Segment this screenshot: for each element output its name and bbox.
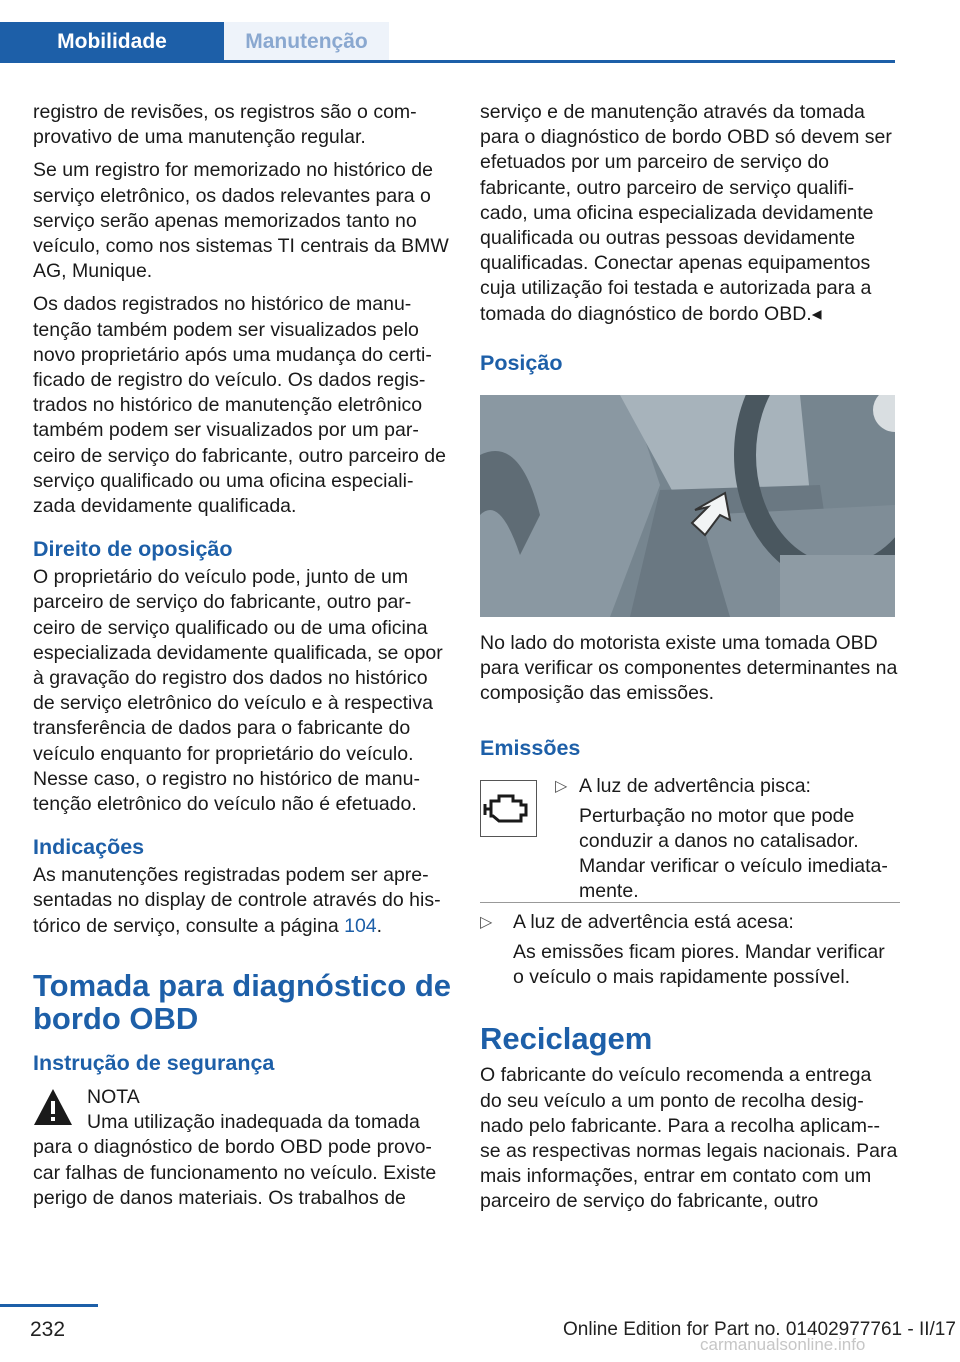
right-paragraph-2: No lado do motorista existe uma tomada OBD para verificar os componentes determinantes na composição das emissões. <box>480 631 898 705</box>
tab-mobilidade[interactable]: Mobilidade <box>0 22 224 60</box>
bullet-divider <box>480 902 900 903</box>
edition-text: Online Edition for Part no. 01402977761 - II/17 <box>563 1319 956 1340</box>
left-paragraph-4: O proprietário do veículo pode, junto de um parceiro de serviço do fabricante, outro par‐ceiro de serviço qualificado ou de uma oficina especializada devidamente qualificada, se opor à gravação do registro dos dados no histórico de serviço eletrônico do veículo e à respectiva transferência de dados para o fabricante do veículo enquanto for proprietário do veículo. Nesse caso, o registro no histórico de manu‐tenção eletrônico do veículo não é efetuado. <box>33 566 443 816</box>
left-paragraph-5 <box>33 863 453 939</box>
heading-instrucao-seguranca: Instrução de segurança <box>33 1050 275 1075</box>
bullet-2-title: A luz de advertência está acesa: <box>513 911 794 934</box>
bullet-list-1 <box>555 774 900 904</box>
safety-note <box>33 1085 453 1211</box>
obd-location-photo <box>480 395 895 617</box>
heading-posicao: Posição <box>480 350 563 375</box>
left-column <box>33 100 453 1211</box>
right-paragraph-3: O fabricante do veículo recomenda a entrega do seu veículo a um ponto de recolha desig‐nado pelo fabricante. Para a recolha aplicam‐-se as respectivas normas legais nacionais. Para mais informações, entrar em contato com um parceiro de serviço do fabricante, outro <box>480 1064 898 1213</box>
engine-warning-box <box>480 780 537 837</box>
bullet-2-detail: As emissões ficam piores. Mandar verificar o veículo o mais rapidamente possível. <box>513 940 885 988</box>
heading-indicacoes: Indicações <box>33 835 145 860</box>
heading-tomada-obd: Tomada para diagnóstico de bordo OBD <box>33 967 452 1036</box>
page-number: 232 <box>30 1318 66 1341</box>
footer-rule <box>0 1304 98 1307</box>
triangle-bullet-icon: ▷ <box>555 778 568 796</box>
note-title: NOTA <box>87 1085 140 1108</box>
heading-direito-oposicao: Direito de oposição <box>33 537 233 562</box>
emission-warnings <box>480 772 898 992</box>
right-paragraph-1: serviço e de manutenção através da tomada para o diagnóstico de bordo OBD só devem ser efetuados por um parceiro de serviço do fabricante, outro parceiro de serviço qualifi‐cado, uma oficina especializada devidamente qualificada ou outras pessoas devidamente qualificadas. Conectar apenas equipamentos cuja utilização foi testada e autorizada para a tomada do diagnóstico de bordo OBD.◂ <box>480 101 892 325</box>
warning-triangle-icon <box>33 1087 73 1127</box>
bullet-1-detail: Perturbação no motor que pode conduzir a danos no catalisador. Mandar verificar o veículo imediata‐mente. <box>579 804 888 903</box>
header-tabs <box>0 22 895 63</box>
bullet-1-title: A luz de advertência pisca: <box>579 775 811 798</box>
page-link-104[interactable]: 104 <box>344 914 377 937</box>
heading-emissoes: Emissões <box>480 736 581 761</box>
p5-text: As manutenções registradas podem ser apre‐sentadas no display de controle através do his‐tórico de serviço, consulte a página <box>33 864 441 937</box>
note-text: Uma utilização inadequada da tomada para o diagnóstico de bordo OBD pode provo‐car falhas de funcionamento no veículo. Existe perigo de danos materiais. Os trabalhos de <box>33 1111 437 1209</box>
dashboard-illustration <box>480 395 895 617</box>
tab-manutencao[interactable]: Manutenção <box>224 22 389 60</box>
engine-icon <box>481 781 536 836</box>
left-paragraph-3: Os dados registrados no histórico de manu‐tenção também podem ser visualizados pelo novo proprietário após uma mudança do certi‐ficado de registro do veículo. Os dados regis‐trados no histórico de manutenção eletrônico também podem ser visualizados por um par‐ceiro de serviço do fabricante, outro parceiro de serviço qualificado ou uma oficina especiali‐zada devidamente qualificada. <box>33 293 446 518</box>
heading-reciclagem: Reciclagem <box>480 1021 653 1057</box>
right-column <box>480 100 898 1223</box>
triangle-bullet-icon: ▷ <box>480 914 493 932</box>
watermark: carmanualsonline.info <box>700 1335 866 1354</box>
left-paragraph-1: registro de revisões, os registros são o com‐provativo de uma manutenção regular. <box>33 101 417 149</box>
p5-end: . <box>376 914 383 937</box>
left-paragraph-2: Se um registro for memorizado no histórico de serviço eletrônico, os dados relevantes para o serviço serão apenas memorizados tanto no veículo, como nos sistemas TI centrais da BMW AG, Munique. <box>33 159 449 283</box>
bullet-list-2 <box>480 910 900 990</box>
